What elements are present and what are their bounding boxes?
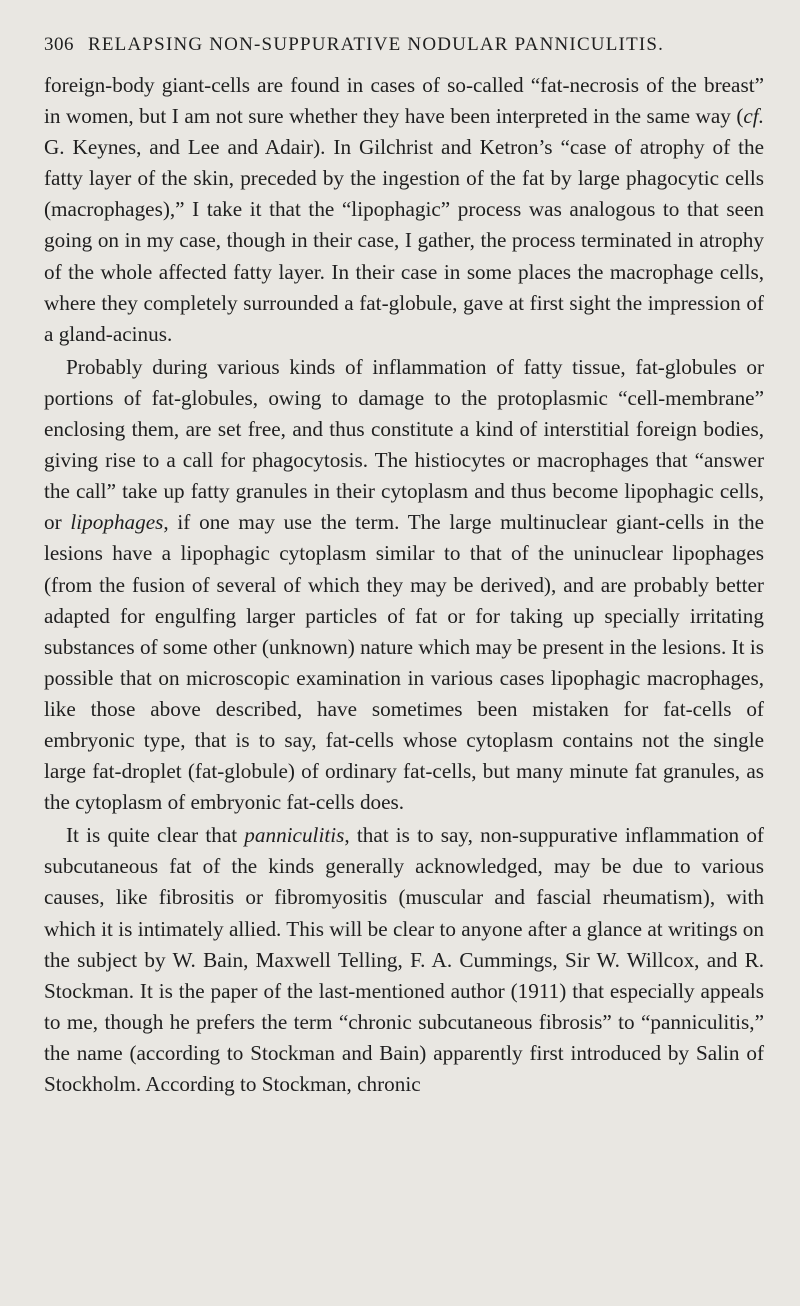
paragraph-2-text-1: Probably during various kinds of inflammation of fatty tissue, fat-globules or portions of fat-globules, owing to damage to the protoplasmic “cell-membrane” enclosing them, are set free, and thus constitute a kind of interstitial foreign bodies, giving rise to a call for phagocytosis. The histiocytes or macrophages that “answer the call” take up fatty granules in their cytoplasm and thus become lipophagic cells, or xyxy=(44,354,764,535)
paragraph-3-text-2: , that is to say, non-suppurative inflammation of subcutaneous fat of the kinds generally acknowledged, may be due to various causes, like fibrositis or fibromyositis (muscular and fascial rheumatism), with which it is intimately allied. This will be clear to anyone after a glance at writings on the subject by W. Bain, Maxwell Telling, F. A. Cummings, Sir W. Willcox, and R. Stockman. It is the paper of the last-mentioned author (1911) that especially appeals to me, though he prefers the term “chronic subcutaneous fibrosis” to “panniculitis,” the name (according to Stockman and Bain) apparently first introduced by Salin of Stockholm. According to Stockman, chronic xyxy=(44,823,764,1096)
paragraph-1-italic-cf: cf. xyxy=(743,104,764,129)
paragraph-1-text-2: G. Keynes, and Lee and Adair). In Gilchrist and Ketron’s “case of atrophy of the fatty layer of the skin, preceded by the ingestion of the fat by large phagocytic cells (macrophages),” I take it that the “lipophagic” process was analogous to that seen going on in my case, though in their case, I gather, the process terminated in atrophy of the whole affected fatty layer. In their case in some places the macrophage cells, where they completely surrounded a fat-globule, gave at first sight the impression of a gland-acinus. xyxy=(44,135,764,346)
paragraph-2-italic-lipophages: lipophages xyxy=(70,510,164,535)
body-text xyxy=(44,70,764,1100)
paragraph-1-text-1: foreign-body giant-cells are found in cases of so-called “fat-necrosis of the breast” in women, but I am not sure whether they have been interpreted in the same way ( xyxy=(44,73,764,129)
paragraph-2-text-2: , if one may use the term. The large multinuclear giant-cells in the lesions have a lipophagic cytoplasm similar to that of the uninuclear lipophages (from the fusion of several of which they may be derived), and are probably better adapted for engulfing larger particles of fat or for taking up specially irritating substances of some other (unknown) nature which may be present in the lesions. It is possible that on microscopic examination in various cases lipophagic macrophages, like those above described, have sometimes been mistaken for fat-cells of embryonic type, that is to say, fat-cells whose cytoplasm contains not the single large fat-droplet (fat-globule) of ordinary fat-cells, but many minute fat granules, as the cytoplasm of embryonic fat-cells does. xyxy=(44,510,764,815)
paragraph-3 xyxy=(44,820,764,1100)
paragraph-3-italic-panniculitis: panniculitis xyxy=(244,823,345,848)
running-head xyxy=(44,34,764,56)
paragraph-3-text-1: It is quite clear that xyxy=(66,823,245,848)
paragraph-2 xyxy=(44,352,764,818)
paragraph-1 xyxy=(44,70,764,350)
page-number: 306 xyxy=(44,34,74,55)
running-title: RELAPSING NON-SUPPURATIVE NODULAR PANNICULITIS. xyxy=(88,34,665,55)
